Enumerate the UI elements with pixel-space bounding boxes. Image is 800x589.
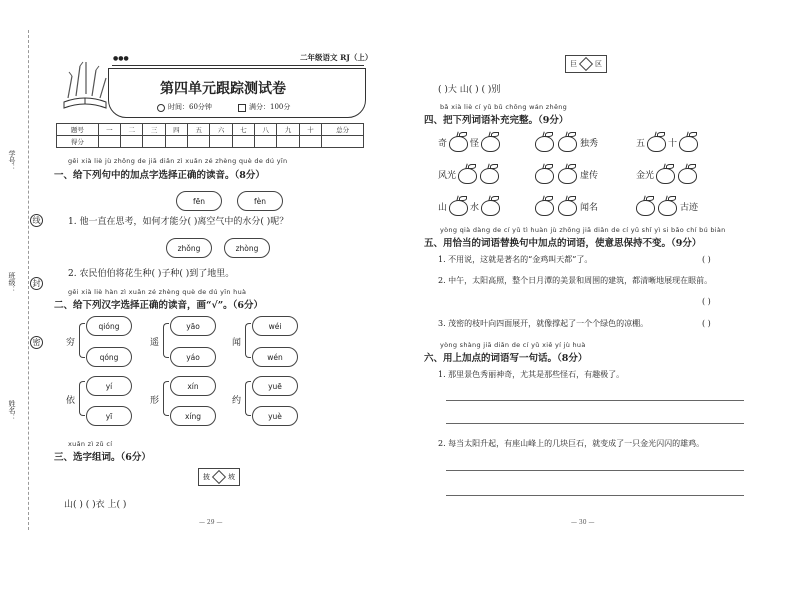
apple-blank[interactable]	[656, 168, 675, 184]
section5-heading: 五、用恰当的词语替换句中加点的词语，使意思保持不变。（9分）	[424, 238, 702, 249]
time-label: 时间：60分钟	[168, 103, 212, 111]
score-table-cell: 总分	[322, 124, 364, 136]
reading-option[interactable]: wén	[252, 347, 298, 367]
score-table-cell: 十	[299, 124, 321, 136]
apple-blank[interactable]	[636, 200, 655, 216]
reading-option[interactable]: yuē	[252, 376, 298, 396]
seal-feng-label: 封	[30, 277, 43, 290]
question-5-3: 3. 茂密的枝叶向四面展开，就像撑起了一个个绿色的凉棚。	[438, 319, 649, 328]
choice-char: 巨	[570, 60, 577, 68]
fill-blanks-continued: ( )大 山( ) ( )别	[438, 85, 501, 95]
score-table-cell: 五	[188, 124, 210, 136]
question-6-1: 1. 那里景色秀丽神奇，尤其是那些怪石，有趣极了。	[438, 370, 625, 379]
score-input-cell[interactable]	[322, 136, 364, 148]
score-table-cell: 得分	[57, 136, 99, 148]
apple-blank[interactable]	[458, 168, 477, 184]
section1-pinyin: gěi xià liè jù zhōng de jiā diǎn zì xuǎn zé zhèng què de dú yīn	[68, 157, 288, 165]
score-input-cell[interactable]	[143, 136, 165, 148]
brace	[79, 381, 85, 416]
score-table-cell: 六	[210, 124, 232, 136]
score-table-cell: 四	[165, 124, 187, 136]
score-input-cell[interactable]	[299, 136, 321, 148]
apple-blank[interactable]	[535, 136, 554, 152]
reading-option[interactable]: yuè	[252, 406, 298, 426]
apple-blank[interactable]	[535, 168, 554, 184]
score-table-cell: 二	[121, 124, 143, 136]
reading-option[interactable]: yáo	[170, 347, 216, 367]
char-item: 遥	[150, 338, 160, 348]
choice-char: 坡	[228, 473, 235, 481]
idiom-char: 怪	[470, 139, 480, 149]
book-illustration-icon	[58, 58, 113, 113]
apple-blank[interactable]	[647, 136, 666, 152]
idiom-char: 虚传	[580, 171, 599, 181]
choice-char: 披	[203, 473, 210, 481]
reading-option[interactable]: wéi	[252, 316, 298, 336]
student-number-label: 学号：	[8, 150, 16, 171]
grade-label: 二年级语文 RJ（上）	[300, 53, 373, 62]
apple-blank[interactable]	[449, 136, 468, 152]
section1-heading: 一、给下列句中的加点字选择正确的读音。（8分）	[54, 170, 265, 181]
apple-blank[interactable]	[558, 200, 577, 216]
reading-option[interactable]: xín	[170, 376, 216, 396]
reading-option[interactable]: qóng	[86, 347, 132, 367]
reading-option[interactable]: yí	[86, 376, 132, 396]
answer-line[interactable]	[446, 423, 744, 424]
apple-blank[interactable]	[449, 200, 468, 216]
apple-blank[interactable]	[679, 136, 698, 152]
header-dots: ●●●	[113, 55, 129, 62]
brace	[79, 323, 85, 358]
question-5-1: 1. 不用说，这就是著名的“金鸡叫天都”了。	[438, 255, 593, 264]
idiom-char: 五	[636, 139, 646, 149]
question-1-2: 2. 农民伯伯将花生种( )子种( )到了地里。	[68, 269, 235, 279]
apple-blank[interactable]	[558, 136, 577, 152]
section6-heading: 六、用上加点的词语写一句话。（8分）	[424, 353, 588, 364]
section2-pinyin: gěi xià liè hàn zì xuǎn zé zhèng què de dú yīn huà	[68, 288, 247, 296]
score-input-cell[interactable]	[232, 136, 254, 148]
brace	[245, 381, 251, 416]
score-table-cell: 一	[98, 124, 120, 136]
idiom-char: 金光	[636, 171, 655, 181]
apple-blank[interactable]	[558, 168, 577, 184]
score-input-cell[interactable]	[121, 136, 143, 148]
section4-heading: 四、把下列词语补充完整。（9分）	[424, 115, 569, 126]
char-item: 依	[66, 396, 76, 406]
score-table	[56, 123, 364, 148]
section4-pinyin: bǎ xià liè cí yǔ bǔ chōng wán zhěng	[440, 103, 568, 111]
reading-option[interactable]: qióng	[86, 316, 132, 336]
score-table-cell: 三	[143, 124, 165, 136]
score-input-cell[interactable]	[277, 136, 299, 148]
seal-mi-label: 密	[30, 336, 43, 349]
section6-pinyin: yòng shàng jiā diǎn de cí yǔ xiě yí jù huà	[440, 341, 586, 349]
score-input-cell[interactable]	[165, 136, 187, 148]
brace	[163, 381, 169, 416]
idiom-char: 闻名	[580, 203, 599, 213]
score-input-cell[interactable]	[255, 136, 277, 148]
page-number-left: — 29 —	[199, 519, 223, 526]
apple-blank[interactable]	[480, 168, 499, 184]
diamond-icon	[579, 57, 593, 71]
page-number-right: — 30 —	[571, 519, 595, 526]
idiom-char: 奇	[438, 139, 448, 149]
apple-blank[interactable]	[481, 136, 500, 152]
question-5-2: 2. 中午，太阳高照，整个日月潭的美景和周围的建筑，都清晰地展现在眼前。	[438, 276, 713, 285]
score-input-cell[interactable]	[188, 136, 210, 148]
idiom-char: 十	[668, 139, 678, 149]
score-table-cell: 九	[277, 124, 299, 136]
idiom-char: 风光	[438, 171, 457, 181]
score-table-header-row	[57, 124, 364, 136]
score-input-cell[interactable]	[98, 136, 120, 148]
score-input-cell[interactable]	[210, 136, 232, 148]
reading-option[interactable]: xíng	[170, 406, 216, 426]
clock-icon	[157, 104, 165, 112]
reading-cloud: fèn	[237, 191, 283, 211]
score-table-cell: 七	[232, 124, 254, 136]
section2-heading: 二、给下列汉字选择正确的读音，画“√”。（6分）	[54, 300, 264, 311]
diamond-icon	[212, 470, 226, 484]
question-1-1: 1. 他一直在思考，如何才能分( )离空气中的水分( )呢？	[68, 217, 289, 227]
answer-line[interactable]	[446, 495, 744, 496]
section3-heading: 三、选字组词。（6分）	[54, 452, 151, 463]
score-table-cell: 题号	[57, 124, 99, 136]
binding-margin	[28, 30, 29, 530]
class-label: 班级：	[8, 272, 16, 293]
apple-blank[interactable]	[481, 200, 500, 216]
answer-paren[interactable]: ( )	[702, 319, 711, 328]
name-label: 姓名：	[8, 400, 16, 421]
header-rule	[112, 65, 364, 66]
idiom-char: 独秀	[580, 139, 599, 149]
score-table-cell: 八	[255, 124, 277, 136]
char-item: 穷	[66, 338, 76, 348]
answer-paren[interactable]: ( )	[702, 297, 711, 306]
section5-pinyin: yòng qià dàng de cí yǔ tì huàn jù zhōng jiā diǎn de cí yǔ shǐ yì si bǎo chí bú biàn	[440, 226, 726, 234]
apple-blank[interactable]	[678, 168, 697, 184]
score-icon	[238, 104, 246, 112]
apple-blank[interactable]	[535, 200, 554, 216]
idiom-char: 山	[438, 203, 448, 213]
answer-paren[interactable]: ( )	[702, 255, 711, 264]
reading-cloud: zhǒng	[166, 238, 212, 258]
idiom-char: 水	[470, 203, 480, 213]
char-item: 闻	[232, 338, 242, 348]
reading-option[interactable]: yī	[86, 406, 132, 426]
char-item: 约	[232, 396, 242, 406]
idiom-char: 古迹	[680, 203, 699, 213]
reading-cloud: fēn	[176, 191, 222, 211]
char-item: 形	[150, 396, 160, 406]
answer-line[interactable]	[446, 400, 744, 401]
character-choice-box	[565, 55, 607, 73]
character-choice-box	[198, 468, 240, 486]
section3-pinyin: xuǎn zì zǔ cí	[68, 440, 113, 448]
fill-blanks: 山( ) ( )衣 上( )	[64, 500, 127, 510]
seal-line-label: 线	[30, 214, 43, 227]
reading-option[interactable]: yāo	[170, 316, 216, 336]
answer-line[interactable]	[446, 470, 744, 471]
choice-char: 区	[595, 60, 602, 68]
score-table-score-row	[57, 136, 364, 148]
reading-cloud: zhòng	[224, 238, 270, 258]
page-title: 第四单元跟踪测试卷	[160, 81, 286, 97]
full-score-label: 满分：100分	[249, 103, 291, 111]
question-6-2: 2. 每当太阳升起，有座山峰上的几块巨石，就变成了一只金光闪闪的雄鸡。	[438, 439, 705, 448]
apple-blank[interactable]	[658, 200, 677, 216]
brace	[163, 323, 169, 358]
brace	[245, 323, 251, 358]
